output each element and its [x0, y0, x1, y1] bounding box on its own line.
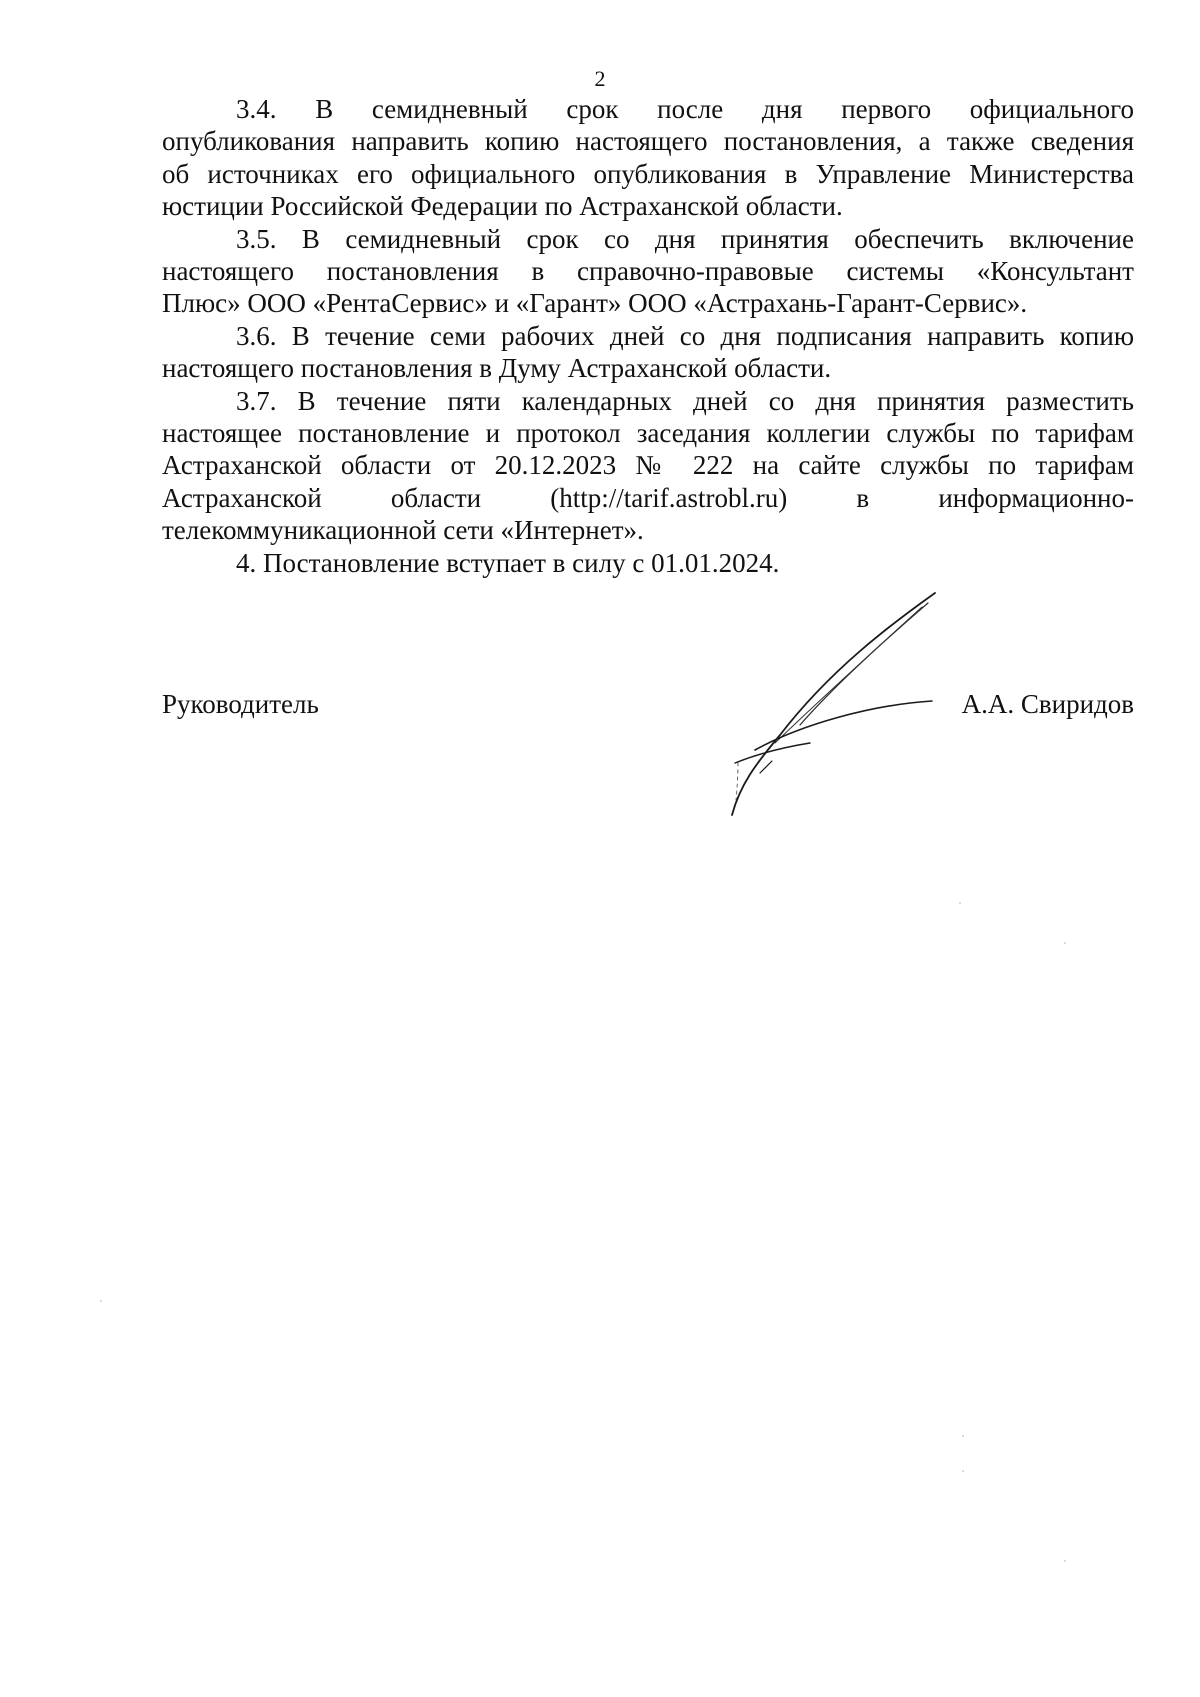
- paragraph-line: телекоммуникационной сети «Интернет».: [162, 515, 644, 546]
- signatory-title: Руководитель: [162, 689, 319, 719]
- paragraph-line: Астраханской области от 20.12.2023 № 222 на сайте службы по тарифам: [162, 450, 1134, 481]
- paragraph-line: 4. Постановление вступает в силу с 01.01.2024.: [236, 547, 780, 578]
- document-body: [162, 93, 1134, 579]
- paragraph-line: 3.4. В семидневный срок после дня первого официального: [236, 94, 1134, 124]
- paragraph-line: настоящего постановления в справочно-правовые системы «Консультант: [162, 256, 1134, 287]
- scan-speck: [1064, 1560, 1066, 1562]
- paragraph-4: [162, 547, 1134, 579]
- page-number: 2: [594, 66, 606, 91]
- paragraph-line: настоящее постановление и протокол заседания коллегии службы по тарифам: [162, 418, 1134, 449]
- signatory-name: А.А. Свиридов: [961, 689, 1134, 719]
- paragraph-line: Астраханской области (http://tarif.astrobl.ru) в информационно-: [162, 482, 1134, 513]
- paragraph-line: 3.7. В течение пяти календарных дней со дня принятия разместить: [236, 385, 1134, 416]
- scan-speck: [962, 1470, 964, 1472]
- paragraph-line: юстиции Российской Федерации по Астраханской области.: [162, 191, 843, 222]
- paragraph-line: опубликования направить копию настоящего постановления, а также сведения: [162, 126, 1134, 157]
- scan-speck: [1064, 942, 1066, 944]
- paragraph-line: настоящего постановления в Думу Астраханской области.: [162, 353, 832, 384]
- paragraph-line: 3.6. В течение семи рабочих дней со дня подписания направить копию: [236, 320, 1134, 351]
- paragraph-3-6: [162, 320, 1134, 385]
- paragraph-3-5: [162, 223, 1134, 320]
- signature-block: [162, 688, 1134, 728]
- handwritten-signature: [660, 585, 950, 830]
- paragraph-3-4: [162, 93, 1134, 223]
- scan-speck: [100, 1300, 102, 1302]
- paragraph-line: об источниках его официального опубликования в Управление Министерства: [162, 158, 1134, 189]
- paragraph-line: 3.5. В семидневный срок со дня принятия обеспечить включение: [236, 223, 1134, 254]
- paragraph-3-7: [162, 385, 1134, 547]
- scan-speck: [959, 902, 961, 904]
- paragraph-line: Плюс» ООО «РентаСервис» и «Гарант» ООО «Астрахань-Гарант-Сервис».: [162, 288, 1028, 319]
- scan-speck: [962, 1435, 964, 1437]
